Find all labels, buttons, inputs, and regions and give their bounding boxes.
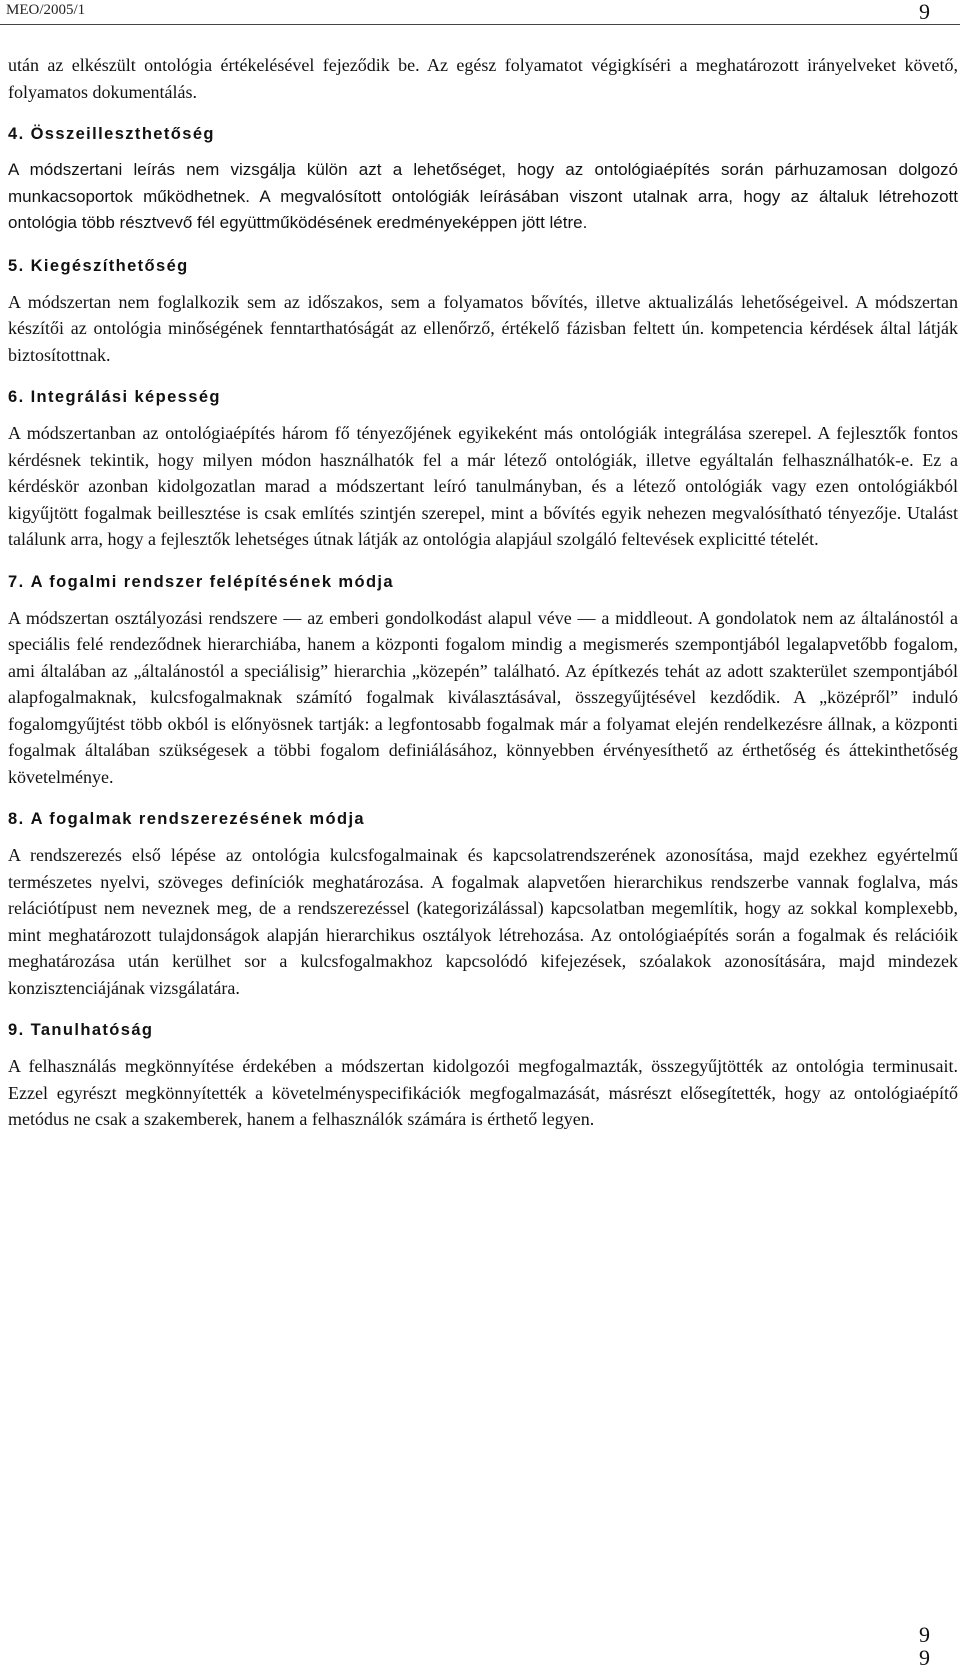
section-title: Összeilleszthetőség xyxy=(30,125,215,143)
footer-page-number: 9 xyxy=(919,1622,930,1647)
section-number: 6. xyxy=(8,388,25,406)
section-paragraph: A módszertan osztályozási rendszere — az emberi gondolkodást alapul véve — a middleout. A gondolatok nem az általánostól a speciális felé rendeződnek hierarchiába, hanem a központi fogalom mindig a megismerés szempontjából legalapvetőbb fogalom, ami általában az „általánostól a speciálisig” hierarchia „közepén” található. Az építkezés tehát az adott szakterület szempontjából alapfogalmaknak, kulcsfogalmaknak számító fogalmak kiválasztásával, összegyűjtésével kezdődik. A „középről” induló fogalomgyűjtést több okból is előnyösnek tartják: a legfontosabb fogalmak már a folyamat elején rendelkezésre állnak, a központi fogalmak általában szükségesek a többi fogalom definiálásához, könnyebben érvényesíthető az érthetőség és áttekinthetőség követelménye. xyxy=(8,607,958,787)
section-paragraph: A módszertani leírás nem vizsgálja külön azt a lehetőséget, hogy az ontológiaépítés során párhuzamosan dolgozó munkacsoportok működhetnek. A megvalósított ontológiák leírásában viszont utalnak arra, hogy az általuk létrehozott ontológia több résztvevő fél együttműködésének eredményeképpen jött létre. xyxy=(8,160,958,232)
intro-paragraph: után az elkészült ontológia értékelésével fejeződik be. Az egész folyamatot végigkíséri a meghatározott irányelveket követő, folyamatos dokumentálás. xyxy=(8,55,958,102)
document-id: MEO/2005/1 xyxy=(6,2,86,18)
section-number: 8. xyxy=(8,810,25,828)
section-9 xyxy=(8,1019,958,1133)
section-paragraph: A módszertanban az ontológiaépítés három fő tényezőjének egyikeként más ontológiák integrálása szerepel. A fejlesztők fontos kérdésnek tekintik, hogy milyen módon használhatók fel a már létező ontológiák, illetve egyáltalán felhasználhatók-e. Ez a kérdéskör azonban kidolgozatlan marad a módszertant leíró tanulmányban, és a létező ontológiák vagy ezen ontológiákból kigyűjtött fogalmak beillesztése is csak említés szintjén szerepel, mint a bővítés egyik nehezen megvalósítható tényezője. Utalást találunk arra, hogy a fejlesztők lehetséges útnak látják az ontológia alapjául szolgáló feltevések explicitté tételét. xyxy=(8,423,958,549)
section-heading xyxy=(8,386,958,408)
section-paragraph: A felhasználás megkönnyítése érdekében a módszertan kidolgozói megfogalmazták, összegyűjtötték az ontológia terminusait. Ezzel egyrészt megkönnyítették a követelményspecifikációk megfogalmazását, másrészt elősegítették, hogy az ontológiaépítő metódus ne csak a szakemberek, hanem a felhasználók számára is érthető legyen. xyxy=(8,1056,958,1129)
section-heading xyxy=(8,571,958,593)
section-4 xyxy=(8,123,958,237)
footer-page-number-secondary: 9 xyxy=(919,1645,930,1670)
page-header xyxy=(0,0,960,26)
section-heading xyxy=(8,1019,958,1041)
section-paragraph: A módszertan nem foglalkozik sem az időszakos, sem a folyamatos bővítés, illetve aktualizálás lehetőségeivel. A módszertan készítői az ontológia minőségének fenntarthatóságát az ellenőrző, értékelő fázisban feltett ún. kompetencia kérdések által látják biztosítottnak. xyxy=(8,291,958,365)
section-title: A fogalmi rendszer felépítésének módja xyxy=(30,572,394,591)
section-title: Integrálási képesség xyxy=(30,388,221,406)
header-divider xyxy=(0,24,960,25)
header-page-number: 9 xyxy=(919,0,930,24)
section-heading xyxy=(8,123,958,145)
section-number: 5. xyxy=(8,256,25,275)
section-number: 7. xyxy=(8,572,25,591)
section-number: 4. xyxy=(8,125,25,143)
document-body xyxy=(8,52,958,1133)
section-title: A fogalmak rendszerezésének módja xyxy=(30,810,366,828)
section-number: 9. xyxy=(8,1021,25,1039)
section-7 xyxy=(8,571,958,791)
section-6 xyxy=(8,386,958,553)
section-5 xyxy=(8,255,958,369)
section-heading xyxy=(8,255,958,277)
section-8 xyxy=(8,808,958,1001)
section-title: Kiegészíthetőség xyxy=(30,256,189,275)
section-heading xyxy=(8,808,958,830)
section-title: Tanulhatóság xyxy=(30,1021,154,1039)
section-paragraph: A rendszerezés első lépése az ontológia kulcsfogalmainak és kapcsolatrendszerének azonosítása, majd ezekhez egyértelmű természetes nyelvi, szöveges definíciók meghatározása. A fogalmak alapvetően hierarchikus rendszerbe vannak foglalva, más relációtípust nem neveznek meg, de a rendszerezéssel (kategorizálással) kapcsolatban megemlítik, hogy az sokkal komplexebb, mint meghatározott tulajdonságok alapján hierarchikus osztályok létrehozása. Az ontológiaépítés során a fogalmak és relációik meghatározása után kerülhet sor a kulcsfogalmakhoz kapcsolódó kifejezések, szóalakok azonosítására, majd mindezek konzisztenciájának vizsgálatára. xyxy=(8,845,958,998)
